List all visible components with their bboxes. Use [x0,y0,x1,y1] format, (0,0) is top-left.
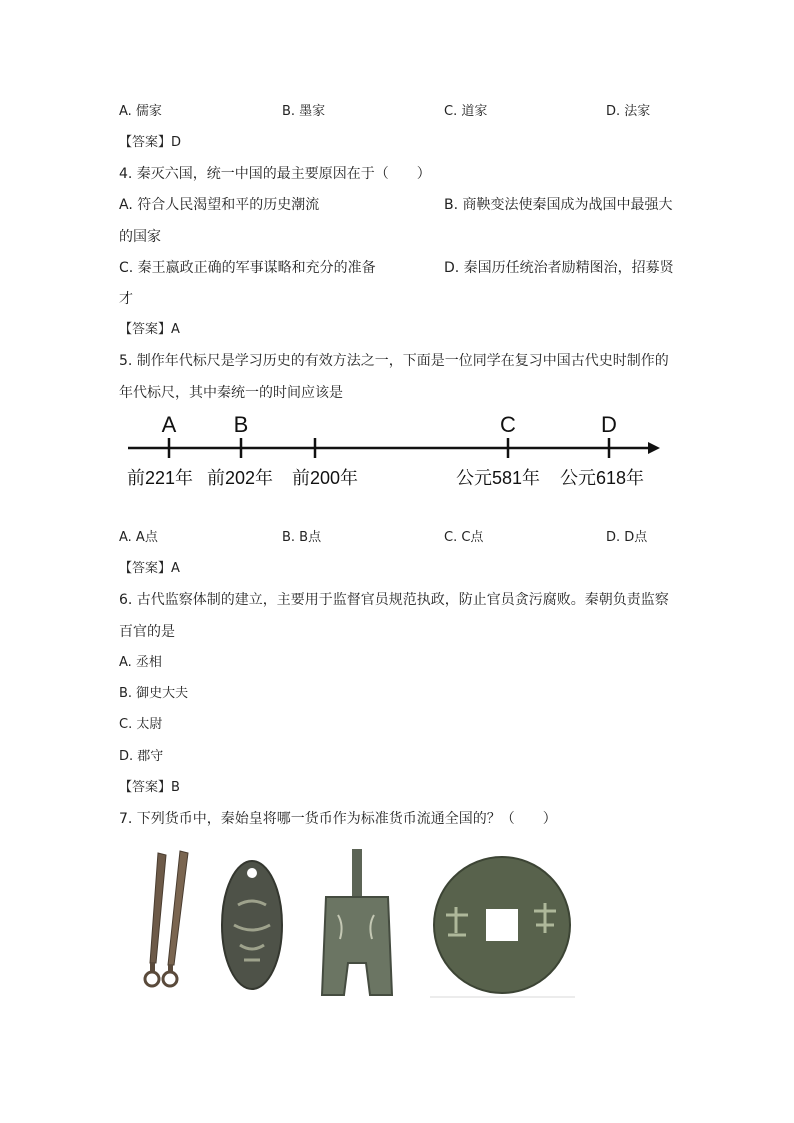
q4-option-b-line1: B. 商鞅变法使秦国成为战国中最强大 [444,197,673,213]
knife-coin-icon [145,851,188,986]
ant-nose-coin-icon [222,861,282,989]
q3-option-a: A. 儒家 [119,104,162,119]
q7-stem: 7. 下列货币中，秦始皇将哪一货币作为标准货币流通全国的？（ ） [119,811,557,827]
q4-answer: 【答案】A [119,322,180,337]
q3-option-b: B. 墨家 [282,104,326,119]
q3-answer: 【答案】D [119,135,182,150]
banliang-coin-icon [430,857,575,997]
coins-figure [130,845,590,1015]
q6-option-d: D. 郡守 [119,749,164,764]
q5-option-c: C. C点 [444,530,484,545]
timeline-label-618ad: 公元618年 [559,468,645,488]
q6-option-a: A. 丞相 [119,655,162,670]
q6-option-b: B. 御史大夫 [119,686,189,701]
q5-stem-line2: 年代标尺，其中秦统一的时间应该是 [119,385,343,401]
q4-option-d-line2: 才 [119,291,133,307]
q6-option-c: C. 太尉 [119,717,163,732]
q3-option-c: C. 道家 [444,104,488,119]
q6-answer: 【答案】B [119,780,180,795]
q4-stem: 4. 秦灭六国，统一中国的最主要原因在于（ ） [119,166,431,182]
q4-option-a: A. 符合人民渴望和平的历史潮流 [119,197,320,213]
timeline-label-202bc: 前202年 [206,468,274,488]
timeline-label-200bc: 前200年 [291,468,359,488]
q5-option-b: B. B点 [282,530,322,545]
q5-stem-line1: 5. 制作年代标尺是学习历史的有效方法之一，下面是一位同学在复习中国古代史时制作的 [119,353,669,369]
timeline-mark-c: C [500,412,516,437]
q4-option-b-line2: 的国家 [119,229,161,245]
timeline-svg [120,405,680,495]
timeline-arrow-icon [648,442,660,454]
q6-stem-line2: 百官的是 [119,624,175,640]
q4-option-d-line1: D. 秦国历任统治者励精图治，招募贤 [444,260,674,276]
spade-coin-icon [322,849,392,995]
q6-stem-line1: 6. 古代监察体制的建立，主要用于监督官员规范执政，防止官员贪污腐败。秦朝负责监察 [119,592,669,608]
q4-option-c: C. 秦王嬴政正确的军事谋略和充分的准备 [119,260,376,276]
timeline-label-221bc: 前221年 [126,468,194,488]
q5-answer: 【答案】A [119,561,180,576]
q3-option-d: D. 法家 [606,104,651,119]
q5-option-d: D. D点 [606,530,648,545]
timeline-label-581ad: 公元581年 [455,468,541,488]
coins-svg [130,845,590,1015]
timeline-mark-b: B [233,412,249,437]
timeline-figure [120,405,680,495]
timeline-mark-d: D [601,412,617,437]
timeline-mark-a: A [161,412,177,437]
q5-option-a: A. A点 [119,530,158,545]
